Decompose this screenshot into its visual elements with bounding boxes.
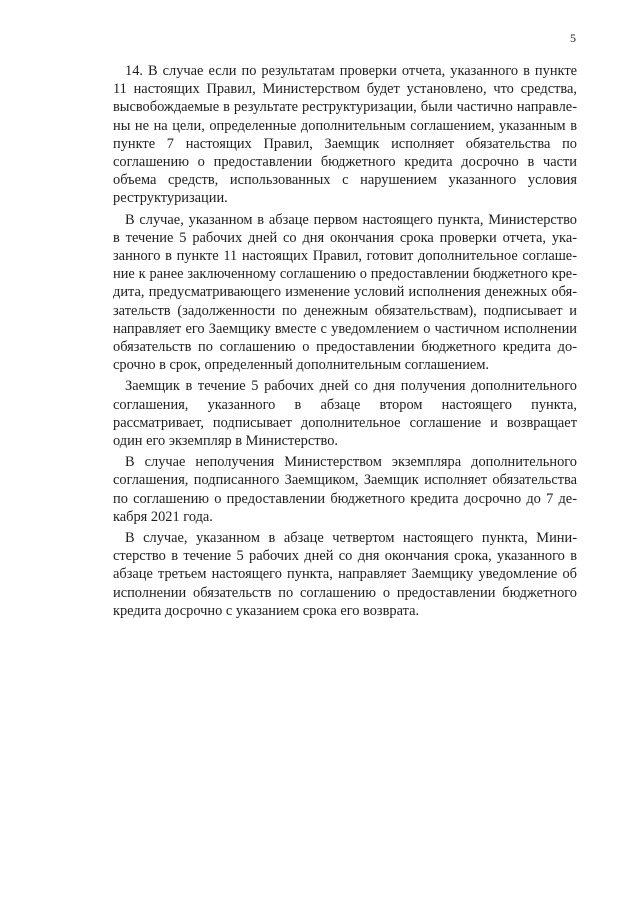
page-number: 5 bbox=[570, 31, 576, 45]
document-body bbox=[113, 62, 577, 623]
paragraph-ministry-action: В случае, указанном в абзаце первом настоящего пункта, Министерство в течение 5 рабочих дней со дня окончания срока проверки отчета, указанного в пункте 11 настоящих Правил, готовит дополнительное соглашение к ранее заключенному соглашению о предоставлении бюджетного кредита, предусматривающего изменение условий исполнения денежных обязательств (задолженности по денежным обязательствам), подписывает и направляет его Заемщику вместе с уведомлением о частичном исполнении обязательств по соглашению о предоставлении бюджетного кредита досрочно в срок, определенный дополнительным соглашением. bbox=[113, 211, 577, 374]
paragraph-notification: В случае, указанном в абзаце четвертом настоящего пункта, Министерство в течение 5 рабочих дней со дня окончания срока, указанного в абзаце третьем настоящего пункта, направляет Заемщику уведомление об исполнении обязательств по соглашению о предоставлении бюджетного кредита досрочно с указанием срока его возврата. bbox=[113, 530, 577, 619]
paragraph-borrower-action: Заемщик в течение 5 рабочих дней со дня получения дополнительного соглашения, указанного в абзаце втором настоящего пункта, рассматривает, подписывает дополнительное соглашение и возвращает один его экземпляр в Министерство. bbox=[113, 378, 577, 450]
paragraph-non-receipt: В случае неполучения Министерством экземпляра дополнительного соглашения, подписанного Заемщиком, Заемщик исполняет обязательства по соглашению о предоставлении бюджетного кредита досрочно до 7 декабря 2021 года. bbox=[113, 454, 577, 525]
paragraph-14-main: 14. В случае если по результатам проверки отчета, указанного в пункте 11 настоящих Правил, Министерством будет установлено, что средства, высвобождаемые в результате реструктуризации, были частично направлены не на цели, определенные дополнительным соглашением, указанным в пункте 7 настоящих Правил, Заемщик исполняет обязательства по соглашению о предоставлении бюджетного кредита досрочно в части объема средств, использованных с нарушением указанного условия реструктуризации. bbox=[113, 63, 577, 207]
